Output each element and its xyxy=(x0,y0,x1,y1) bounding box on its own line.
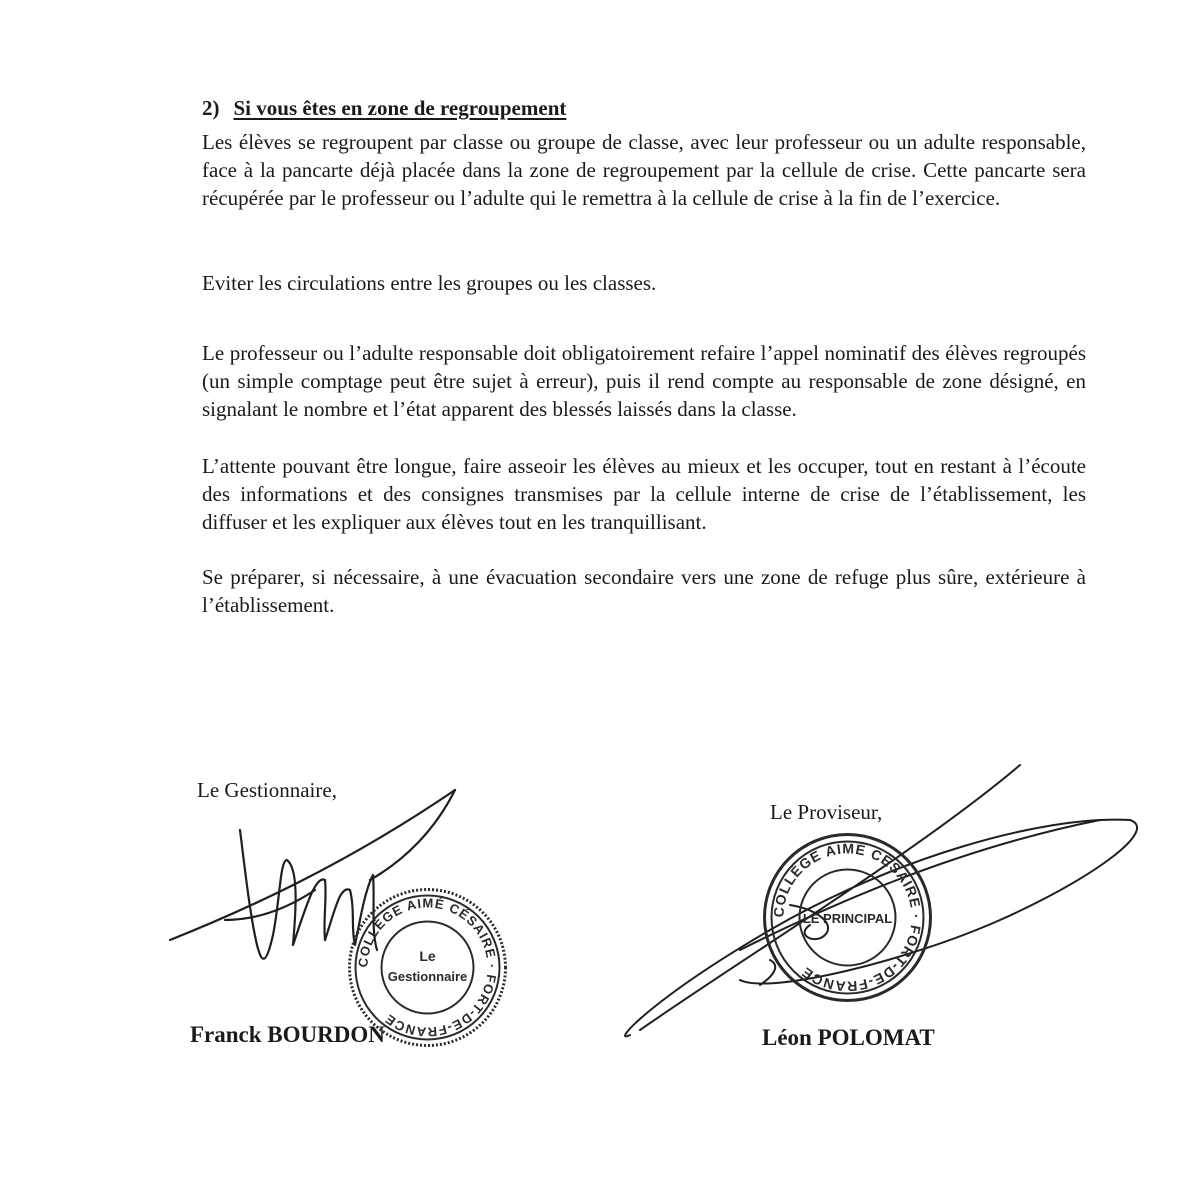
left-signatory-name: Franck BOURDON xyxy=(190,1022,385,1047)
right-stamp-ring-text: COLLÈGE AIMÉ CÉSAIRE · FORT-DE-FRANCE xyxy=(770,840,925,995)
left-stamp-center-line-2: Gestionnaire xyxy=(387,969,468,984)
paragraph-3: Le professeur ou l’adulte responsable doit obligatoirement refaire l’appel nominatif des élèves regroupés (un simple comptage peut être sujet à erreur), puis il rend compte au responsable de zone désigné, en signalant le nombre et l’état apparent des blessés laissés dans la classe. xyxy=(202,341,1086,421)
right-signatory-name: Léon POLOMAT xyxy=(762,1025,935,1050)
paragraph-5: Se préparer, si nécessaire, à une évacuation secondaire vers une zone de refuge plus sûre, extérieure à l’établissement. xyxy=(202,565,1086,617)
left-stamp-ring-text: COLLÈGE AIMÉ CÉSAIRE · FORT-DE-FRANCE xyxy=(355,895,500,1040)
section-number: 2) xyxy=(202,96,220,120)
section-heading xyxy=(202,96,566,121)
section-title: Si vous êtes en zone de regroupement xyxy=(233,96,567,120)
right-official-stamp xyxy=(760,830,935,1005)
left-stamp-center-line-1: Le xyxy=(419,948,436,964)
right-signatory-role: Le Proviseur, xyxy=(770,800,883,824)
paragraph-2: Eviter les circulations entre les groupes ou les classes. xyxy=(202,271,657,295)
paragraph-4: L’attente pouvant être longue, faire asseoir les élèves au mieux et les occuper, tout en restant à l’écoute des informations et des consignes transmises par la cellule interne de crise de l’établissement, les diffuser et les expliquer aux élèves tout en les tranquillisant. xyxy=(202,454,1086,534)
paragraph-1: Les élèves se regroupent par classe ou groupe de classe, avec leur professeur ou un adulte responsable, face à la pancarte déjà placée dans la zone de regroupement par la cellule de crise. Cette pancarte sera récupérée par le professeur ou l’adulte qui le remettra à la cellule de crise à la fin de l’exercice. xyxy=(202,130,1086,210)
right-stamp-center-text: LE PRINCIPAL xyxy=(802,911,893,926)
left-signatory-role: Le Gestionnaire, xyxy=(197,778,337,802)
